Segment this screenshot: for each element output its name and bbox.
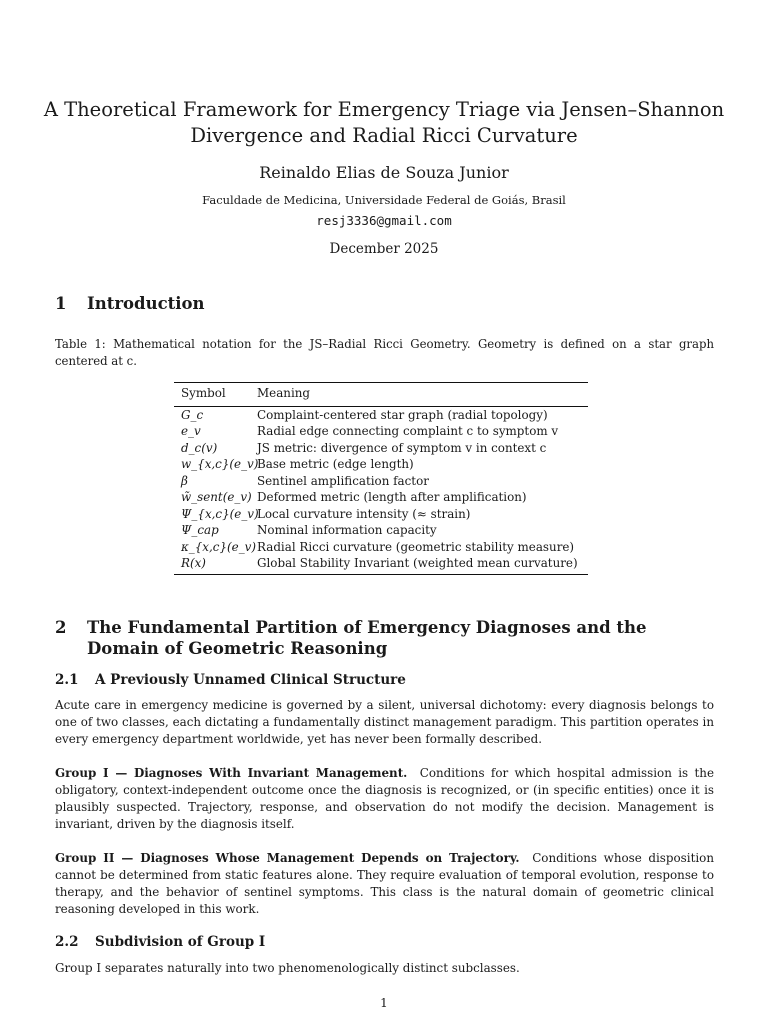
table-cell-meaning: Local curvature intensity (≈ strain) xyxy=(257,506,471,521)
table-cell-meaning: Global Stability Invariant (weighted mean curvature) xyxy=(257,556,578,570)
table-cell-symbol: R(x) xyxy=(181,556,206,570)
section-heading-partition xyxy=(55,617,715,659)
section-title: The Fundamental Partition of Emergency Diagnoses and the Domain of Geometric Reasoning xyxy=(87,618,647,658)
table-cell-symbol: Ψ_{x,c}(e_v) xyxy=(181,506,259,521)
section-heading-introduction xyxy=(55,293,715,314)
table-cell-symbol: β xyxy=(181,473,188,488)
subsection-number: 2.1 xyxy=(55,672,79,688)
subsection-title: A Previously Unnamed Clinical Structure xyxy=(95,672,406,688)
subsection-heading-2-1 xyxy=(55,671,715,689)
author-email: resj3336@gmail.com xyxy=(316,213,452,228)
group-2-text: Conditions whose disposition cannot be determined from static features alone. They require evaluation of temporal evolution, response to therapy, and the behavior of sentinel symptoms. This class is the natural domain of geometric clinical reasoning developed in this work. xyxy=(55,851,714,916)
table-row xyxy=(174,489,588,506)
paper-title: A Theoretical Framework for Emergency Triage via Jensen–Shannon Divergence and Radial Ricci Curvature xyxy=(43,98,725,147)
author-name: Reinaldo Elias de Souza Junior xyxy=(259,163,509,182)
table-cell-meaning: Radial edge connecting complaint c to symptom v xyxy=(257,424,559,438)
section-number: 1 xyxy=(55,294,67,313)
table-cell-meaning: Nominal information capacity xyxy=(257,523,437,537)
group-2-lead: Group II — Diagnoses Whose Management Depends on Trajectory. xyxy=(55,851,520,865)
subsection-number: 2.2 xyxy=(55,934,79,950)
table-cell-meaning: Radial Ricci curvature (geometric stability measure) xyxy=(257,539,575,554)
section-number: 2 xyxy=(55,618,67,637)
table-header-row xyxy=(174,383,588,403)
paragraph-group-1 xyxy=(55,765,714,833)
group-1-lead: Group I — Diagnoses With Invariant Management. xyxy=(55,766,408,780)
table-cell-meaning: Deformed metric (length after amplification) xyxy=(257,490,527,504)
group-1-text: Conditions for which hospital admission is the obligatory, context-independent outcome once the diagnosis is recognized, or (in specific entities) once it is plausibly suspected. Trajectory, response, and observation do not modify the decision. Management is invariant, driven by the diagnosis itself. xyxy=(55,766,714,831)
table-row xyxy=(174,407,588,424)
table-cell-meaning: Complaint-centered star graph (radial topology) xyxy=(257,407,548,422)
table-row xyxy=(174,506,588,523)
page-number: 1 xyxy=(380,996,388,1010)
affiliation: Faculdade de Medicina, Universidade Federal de Goiás, Brasil xyxy=(202,193,566,207)
table-cell-symbol: κ_{x,c}(e_v) xyxy=(181,539,256,554)
subsection-heading-2-2 xyxy=(55,933,715,951)
table-cell-meaning: JS metric: divergence of symptom v in context c xyxy=(257,440,547,455)
table-cell-symbol: w̃_sent(e_v) xyxy=(181,490,252,504)
table-cell-meaning: Base metric (edge length) xyxy=(257,457,414,471)
table-cell-symbol: w_{x,c}(e_v) xyxy=(181,457,259,471)
subsection-title: Subdivision of Group I xyxy=(95,934,266,950)
table-cell-symbol: G_c xyxy=(181,407,204,422)
paper-date: December 2025 xyxy=(329,241,439,257)
paragraph-dichotomy: Acute care in emergency medicine is governed by a silent, universal dichotomy: every diagnosis belongs to one of two classes, each dictating a fundamentally distinct management paradigm. This partition operates in every emergency department worldwide, yet has never been formally described. xyxy=(55,698,714,746)
table-row xyxy=(174,473,588,490)
table-cell-symbol: Ψ_cap xyxy=(181,523,219,537)
table-bottom-rule xyxy=(174,574,588,575)
table-row xyxy=(174,456,588,473)
section-title: Introduction xyxy=(87,294,205,313)
table-row xyxy=(174,440,588,457)
paragraph-group-2 xyxy=(55,850,714,918)
table-body xyxy=(174,407,588,572)
table-cell-symbol: e_v xyxy=(181,424,201,438)
table-row xyxy=(174,555,588,572)
paragraph-subdivision: Group I separates naturally into two phenomenologically distinct subclasses. xyxy=(55,961,520,975)
table-header-symbol: Symbol xyxy=(181,386,226,400)
notation-table xyxy=(174,382,588,575)
table-cell-meaning: Sentinel amplification factor xyxy=(257,473,429,488)
table-row xyxy=(174,539,588,556)
table-row xyxy=(174,423,588,440)
table-header-meaning: Meaning xyxy=(257,386,311,400)
table-row xyxy=(174,522,588,539)
table-cell-symbol: d_c(v) xyxy=(181,440,218,455)
table-caption: Table 1: Mathematical notation for the JS–Radial Ricci Geometry. Geometry is defined on a star graph centered at c. xyxy=(55,337,714,368)
